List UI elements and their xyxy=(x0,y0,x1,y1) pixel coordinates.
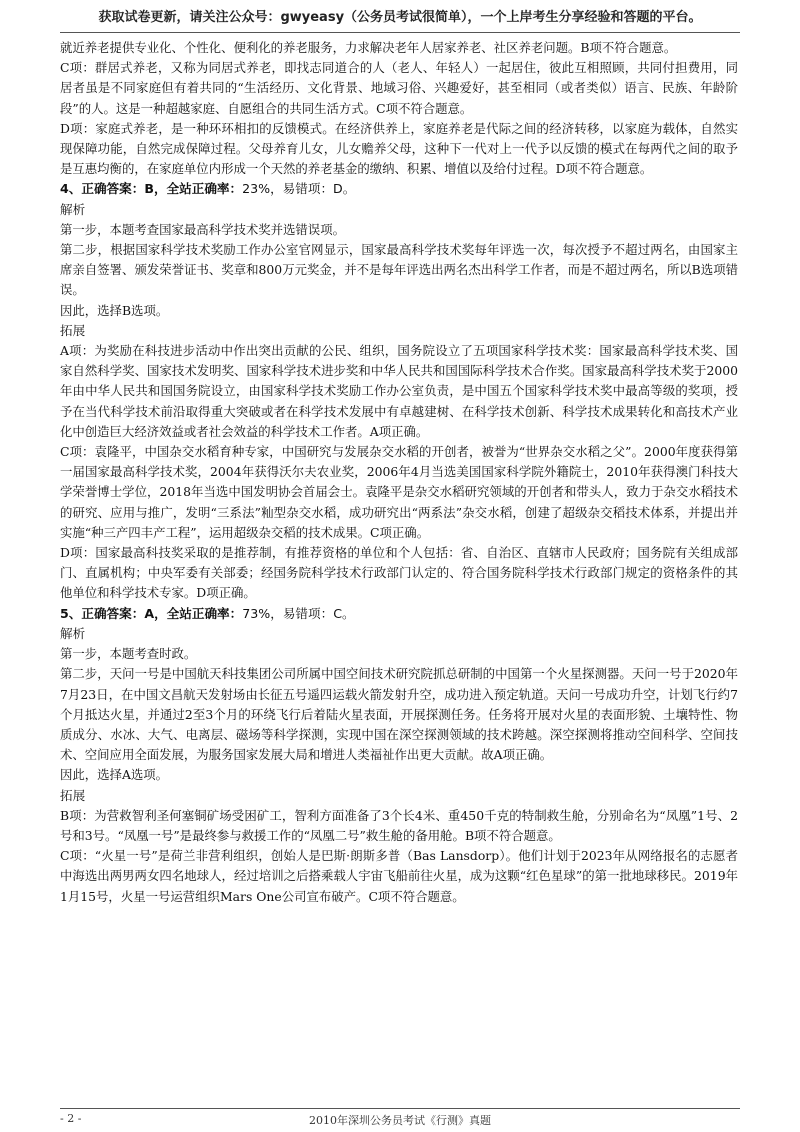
paragraph: 第一步，本题考查国家最高科学技术奖并选错误项。 xyxy=(60,221,345,237)
paragraph: D项：国家最高科技奖采取的是推荐制，有推荐资格的单位和个人包括：省、自治区、直辖市人民政府；国务院有关组成部门、直属机构；中央军委有关部委；经国务院科学技术行政部门认定的、符合国务院科学技术行政部门规定的资格条件的其他单位和科学技术专家。D项正确。 xyxy=(60,545,738,601)
section-label: 解析 xyxy=(60,625,86,641)
paragraph: C项：“火星一号”是荷兰非营利组织，创始人是巴斯·朗斯多普（Bas Lansdorp）。他们计划于2023年从网络报名的志愿者中海选出两男两女四名地球人，经过培训之后搭乘载人宇宙飞船前往火星，成为这颗“红色星球”的第一批地球移民。2019年1月15号，火星一号运营组织Mars One公司宣布破产。C项不符合题意。 xyxy=(60,848,738,904)
correct-answer: A xyxy=(144,605,155,621)
section-label: 拓展 xyxy=(60,322,86,338)
paragraph: 因此，选择B选项。 xyxy=(60,302,169,318)
page-number: - 2 - xyxy=(60,1112,82,1125)
accuracy-rate: 23%，易错项：D。 xyxy=(242,181,356,197)
answer-prefix: 4、正确答案： xyxy=(60,181,145,197)
section-label: 拓展 xyxy=(60,787,86,803)
page-footer xyxy=(60,1112,740,1128)
paragraph: C项：袁隆平，中国杂交水稻育种专家，中国研究与发展杂交水稻的开创者，被誉为“世界杂交水稻之父”。2000年度获得第一届国家最高科学技术奖，2004年获得沃尔夫农业奖，2006年4月当选美国国家科学院外籍院士，2010年获得澳门科技大学荣誉博士学位，2018年当选中国发明协会首届会士。袁隆平是杂交水稻研究领域的开创者和带头人，致力于杂交水稻技术的研究、应用与推广，发明“三系法”籼型杂交水稻，成功研究出“两系法”杂交水稻，创建了超级杂交稻技术体系，并提出并实施“种三产四丰产工程”，运用超级杂交稻的技术成果。C项正确。 xyxy=(60,444,738,540)
page-header: 获取试卷更新，请关注公众号：gwyeasy（公务员考试很简单），一个上岸考生分享经验和答题的平台。 xyxy=(98,10,702,25)
accuracy-label: ，全站正确率： xyxy=(153,181,243,197)
paragraph: B项：为营救智利圣何塞铜矿场受困矿工，智利方面准备了3个长4米、重450千克的特制救生舱，分别命名为“凤凰”1号、2号和3号。“凤凰一号”是最终参与救援工作的“凤凰二号”救生舱的备用舱。B项不符合题意。 xyxy=(60,807,738,843)
answer-line xyxy=(60,604,738,624)
section-label: 解析 xyxy=(60,201,86,217)
paragraph: D项：家庭式养老，是一种环环相扣的反馈模式。在经济供养上，家庭养老是代际之间的经济转移，以家庭为载体，自然实现保障功能，自然完成保障过程。父母养育儿女，儿女赡养父母，这种下一代对上一代予以反馈的模式在每两代之间的取予是互惠均衡的，在家庭单位内形成一个天然的养老基金的缴纳、积累、增值以及给付过程。D项不符合题意。 xyxy=(60,120,738,177)
footer-title: 2010年深圳公务员考试《行测》真题 xyxy=(309,1114,491,1127)
correct-answer: B xyxy=(144,181,154,197)
footer-divider xyxy=(60,1108,740,1109)
paragraph: 因此，选择A选项。 xyxy=(60,767,169,783)
accuracy-label: ，全站正确率： xyxy=(154,605,243,621)
paragraph: 第一步，本题考查时政。 xyxy=(60,646,197,662)
paragraph: A项：为奖励在科技进步活动中作出突出贡献的公民、组织，国务院设立了五项国家科学技术奖：国家最高科学技术奖、国家自然科学奖、国家技术发明奖、国家科学技术进步奖和中华人民共和国国际科学技术合作奖。国家最高科学技术奖于2000年由中华人民共和国国务院设立，由国家科学技术奖励工作办公室负责，是中国五个国家科学技术奖中最高等级的奖项，授予在当代科学技术前沿取得重大突破或者在科学技术发展中有卓越建树、在科学技术创新、科学技术成果转化和高技术产业化中创造巨大经济效益或者社会效益的科学技术工作者。A项正确。 xyxy=(60,343,738,439)
answer-line xyxy=(60,179,738,199)
header-divider xyxy=(60,32,740,33)
answer-prefix: 5、正确答案： xyxy=(60,605,145,621)
paragraph: C项：群居式养老，又称为同居式养老，即找志同道合的人（老人、年轻人）一起居住，彼此互相照顾，共同付担费用，同居者虽是不同家庭但有着共同的“生活经历、文化背景、地域习俗、兴趣爱好，甚至相同（或者类似）语言、民族、年龄阶段”的人。这是一种超越家庭、自愿组合的共同生活方式。C项不符合题意。 xyxy=(60,60,738,116)
paragraph: 就近养老提供专业化、个性化、便利化的养老服务，力求解决老年人居家养老、社区养老问题。B项不符合题意。 xyxy=(60,40,677,55)
paragraph: 第二步，天问一号是中国航天科技集团公司所属中国空间技术研究院抓总研制的中国第一个火星探测器。天问一号于2020年7月23日，在中国文昌航天发射场由长征五号遥四运载火箭发射升空，成功进入预定轨道。天问一号成功升空，计划飞行约7个月抵达火星，并通过2至3个月的环绕飞行后着陆火星表面，开展探测任务。任务将开展对火星的表面形貌、土壤特性、物质成分、水冰、大气、电离层、磁场等科学探测，实现中国在深空探测领域的技术跨越。深空探测将推动空间科学、空间技术、空间应用全面发展，为服务国家发展大局和增进人类福祉作出更大贡献。故A项正确。 xyxy=(60,666,738,763)
paragraph: 第二步，根据国家科学技术奖励工作办公室官网显示，国家最高科学技术奖每年评选一次，每次授予不超过两名，由国家主席亲自签署、颁发荣誉证书、奖章和800万元奖金，并不是每年评选出两名杰出科学工作者，而是不超过两名，所以B选项错误。 xyxy=(60,242,738,298)
accuracy-rate: 73%，易错项：C。 xyxy=(242,605,355,621)
document-body xyxy=(60,38,738,907)
